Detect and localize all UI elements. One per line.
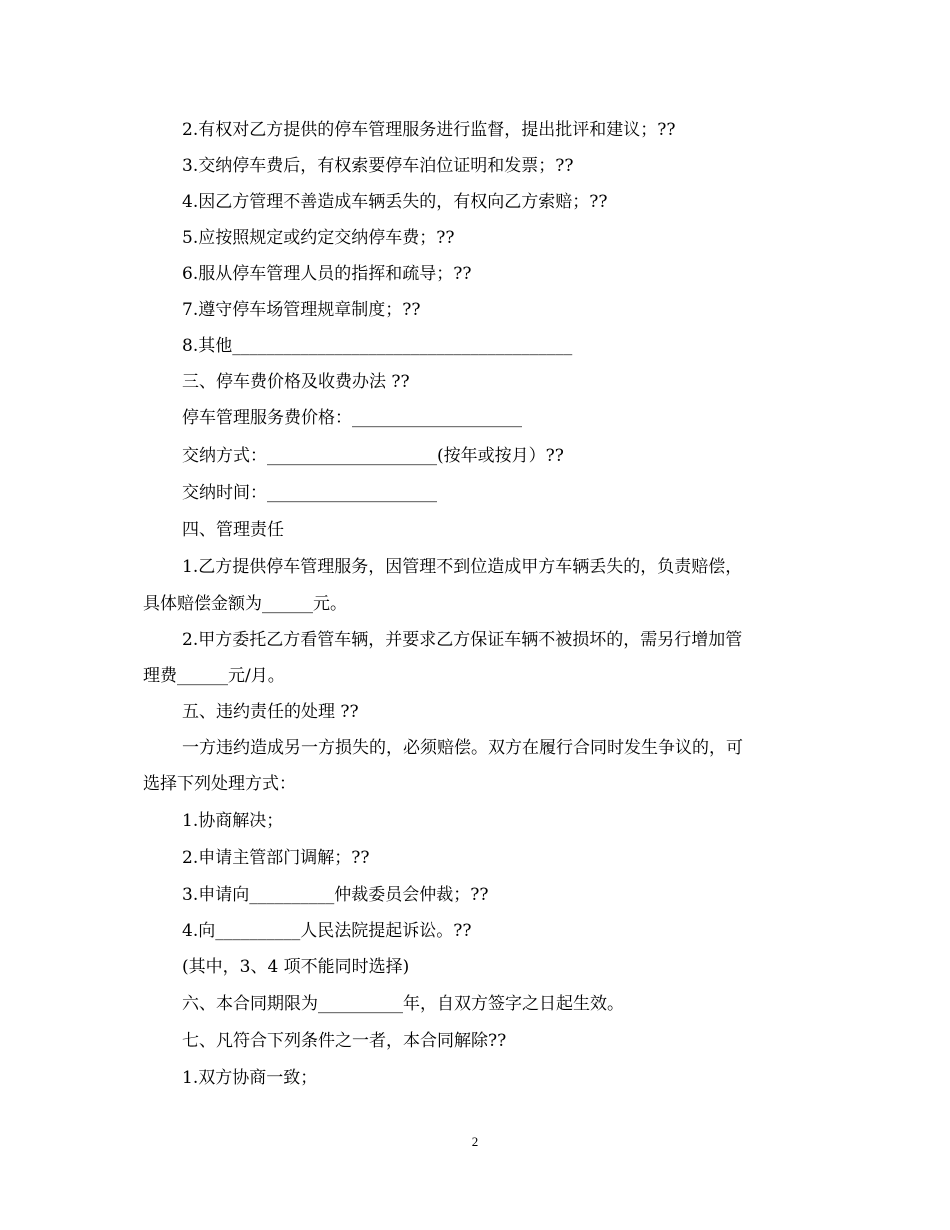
clause-line: 交纳时间：____________________ <box>182 483 437 503</box>
clause-line: 7.遵守停车场管理规章制度；?? <box>182 300 421 320</box>
clause-line: 2.申请主管部门调解；?? <box>182 848 370 868</box>
clause-line: 选择下列处理方式： <box>143 774 296 794</box>
clause-line: 5.应按照规定或约定交纳停车费；?? <box>182 228 455 248</box>
clause-line: 4.向__________人民法院提起诉讼。?? <box>182 921 472 941</box>
clause-line: 交纳方式：____________________(按年或按月）?? <box>182 446 564 466</box>
clause-line: 3.交纳停车费后，有权索要停车泊位证明和发票；?? <box>182 156 574 176</box>
section-heading: 五、违约责任的处理 ?? <box>182 702 359 722</box>
clause-line: 理费______元/月。 <box>143 666 285 686</box>
clause-line: 1.双方协商一致； <box>182 1068 318 1088</box>
clause-line: (其中，3、4 项不能同时选择) <box>182 957 410 977</box>
clause-line: 1.协商解决； <box>182 811 284 831</box>
clause-line: 3.申请向__________仲裁委员会仲裁；?? <box>182 885 489 905</box>
clause-line: 2.有权对乙方提供的停车管理服务进行监督，提出批评和建议；?? <box>182 120 676 140</box>
clause-line: 8.其他________________________________________ <box>182 336 573 356</box>
clause-line: 2.甲方委托乙方看管车辆，并要求乙方保证车辆不被损坏的，需另行增加管 <box>182 630 743 650</box>
clause-line: 停车管理服务费价格：____________________ <box>182 408 522 428</box>
section-heading: 七、凡符合下列条件之一者，本合同解除?? <box>182 1031 507 1051</box>
section-heading: 六、本合同期限为__________年，自双方签字之日起生效。 <box>182 994 624 1014</box>
clause-line: 具体赔偿金额为______元。 <box>143 594 347 614</box>
clause-line: 1.乙方提供停车管理服务，因管理不到位造成甲方车辆丢失的，负责赔偿， <box>182 557 743 577</box>
section-heading: 四、管理责任 <box>182 520 284 540</box>
clause-line: 一方违约造成另一方损失的，必须赔偿。双方在履行合同时发生争议的，可 <box>182 738 743 758</box>
section-heading: 三、停车费价格及收费办法 ?? <box>182 372 410 392</box>
clause-line: 4.因乙方管理不善造成车辆丢失的，有权向乙方索赔；?? <box>182 192 608 212</box>
page-number: 2 <box>471 1134 479 1149</box>
clause-line: 6.服从停车管理人员的指挥和疏导；?? <box>182 264 472 284</box>
